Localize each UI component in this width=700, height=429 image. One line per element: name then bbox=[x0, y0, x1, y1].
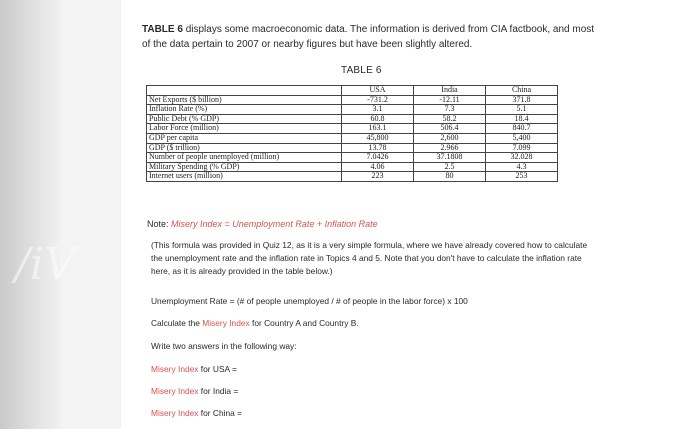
note-prefix: Note: bbox=[147, 219, 172, 229]
cell-china: 5,400 bbox=[486, 133, 558, 143]
instruction-suffix: for Country A and Country B. bbox=[249, 318, 359, 328]
cell-china: 5.1 bbox=[486, 105, 558, 115]
left-background-strip bbox=[0, 0, 76, 429]
cell-usa: 3.1 bbox=[342, 105, 414, 115]
cell-usa: 163.1 bbox=[342, 124, 414, 134]
cell-india: 58.2 bbox=[414, 114, 486, 124]
table-header-row bbox=[147, 86, 558, 96]
cell-india: 506.4 bbox=[414, 124, 486, 134]
cell-china: 4.3 bbox=[486, 162, 558, 172]
header-blank bbox=[147, 86, 342, 96]
table-row bbox=[147, 172, 558, 182]
cell-india: 2.5 bbox=[414, 162, 486, 172]
cell-china: 253 bbox=[486, 172, 558, 182]
intro-text: displays some macroeconomic data. The information is derived from CIA factbook, and most of the data pertain to 2007 or nearby figures but have been slightly altered. bbox=[142, 24, 595, 50]
note-line bbox=[147, 219, 378, 229]
instruction-prefix: Calculate the bbox=[151, 318, 203, 328]
table-row bbox=[147, 133, 558, 143]
table-row bbox=[147, 153, 558, 163]
cell-usa: 7.0426 bbox=[342, 153, 414, 163]
answer-label: Misery Index bbox=[151, 364, 199, 374]
intro-table-ref: TABLE 6 bbox=[142, 24, 183, 35]
table-row bbox=[147, 95, 558, 105]
row-label: Number of people unemployed (million) bbox=[147, 153, 342, 163]
row-label: GDP per capita bbox=[147, 133, 342, 143]
row-label: Public Debt (% GDP) bbox=[147, 114, 342, 124]
cell-india: -12.11 bbox=[414, 95, 486, 105]
answer-country: for China = bbox=[198, 408, 243, 418]
cell-india: 7.3 bbox=[414, 105, 486, 115]
row-label: Military Spending (% GDP) bbox=[147, 162, 342, 172]
cell-usa: 13.78 bbox=[342, 143, 414, 153]
row-label: Inflation Rate (%) bbox=[147, 105, 342, 115]
table-row bbox=[147, 124, 558, 134]
row-label: Internet users (million) bbox=[147, 172, 342, 182]
cell-china: 371.8 bbox=[486, 95, 558, 105]
cell-usa: -731.2 bbox=[342, 95, 414, 105]
answer-line-china bbox=[151, 408, 242, 418]
answer-line-india bbox=[151, 386, 238, 396]
cell-india: 2.966 bbox=[414, 143, 486, 153]
row-label: Labor Force (million) bbox=[147, 124, 342, 134]
answer-country: for India = bbox=[198, 386, 239, 396]
macro-data-table bbox=[146, 85, 558, 182]
answer-label: Misery Index bbox=[151, 408, 199, 418]
decorative-logo: /iV bbox=[15, 239, 76, 290]
cell-china: 7.099 bbox=[486, 143, 558, 153]
cell-usa: 45,800 bbox=[342, 133, 414, 143]
calculate-instruction bbox=[151, 317, 591, 330]
header-usa: USA bbox=[342, 86, 414, 96]
misery-formula: Misery Index = Unemployment Rate + Inflation Rate bbox=[171, 219, 378, 229]
cell-china: 32.028 bbox=[486, 153, 558, 163]
table-row bbox=[147, 105, 558, 115]
cell-china: 840.7 bbox=[486, 124, 558, 134]
document-page bbox=[121, 0, 700, 429]
header-india: India bbox=[414, 86, 486, 96]
cell-usa: 4.06 bbox=[342, 162, 414, 172]
header-china: China bbox=[486, 86, 558, 96]
intro-paragraph bbox=[142, 22, 597, 52]
instruction-misery-index: Misery Index bbox=[202, 318, 250, 328]
cell-india: 80 bbox=[414, 172, 486, 182]
cell-india: 37.1808 bbox=[414, 153, 486, 163]
cell-usa: 223 bbox=[342, 172, 414, 182]
row-label: Net Exports ($ billion) bbox=[147, 95, 342, 105]
answer-label: Misery Index bbox=[151, 386, 199, 396]
table-title: TABLE 6 bbox=[341, 65, 382, 76]
unemployment-formula: Unemployment Rate = (# of people unemployed / # of people in the labor force) x 100 bbox=[151, 296, 468, 306]
formula-explanation: (This formula was provided in Quiz 12, as it is a very simple formula, where we have already covered how to calculate the unemployment rate and the inflation rate in Topics 4 and 5. Note that you don't have to calculate the inflation rate here, as it is already provided in the table below.) bbox=[151, 240, 588, 276]
cell-china: 18.4 bbox=[486, 114, 558, 124]
row-label: GDP ($ trillion) bbox=[147, 143, 342, 153]
answer-line-usa bbox=[151, 364, 237, 374]
answer-country: for USA = bbox=[198, 364, 237, 374]
cell-usa: 60.8 bbox=[342, 114, 414, 124]
cell-india: 2,600 bbox=[414, 133, 486, 143]
answer-format-instruction: Write two answers in the following way: bbox=[151, 341, 297, 351]
